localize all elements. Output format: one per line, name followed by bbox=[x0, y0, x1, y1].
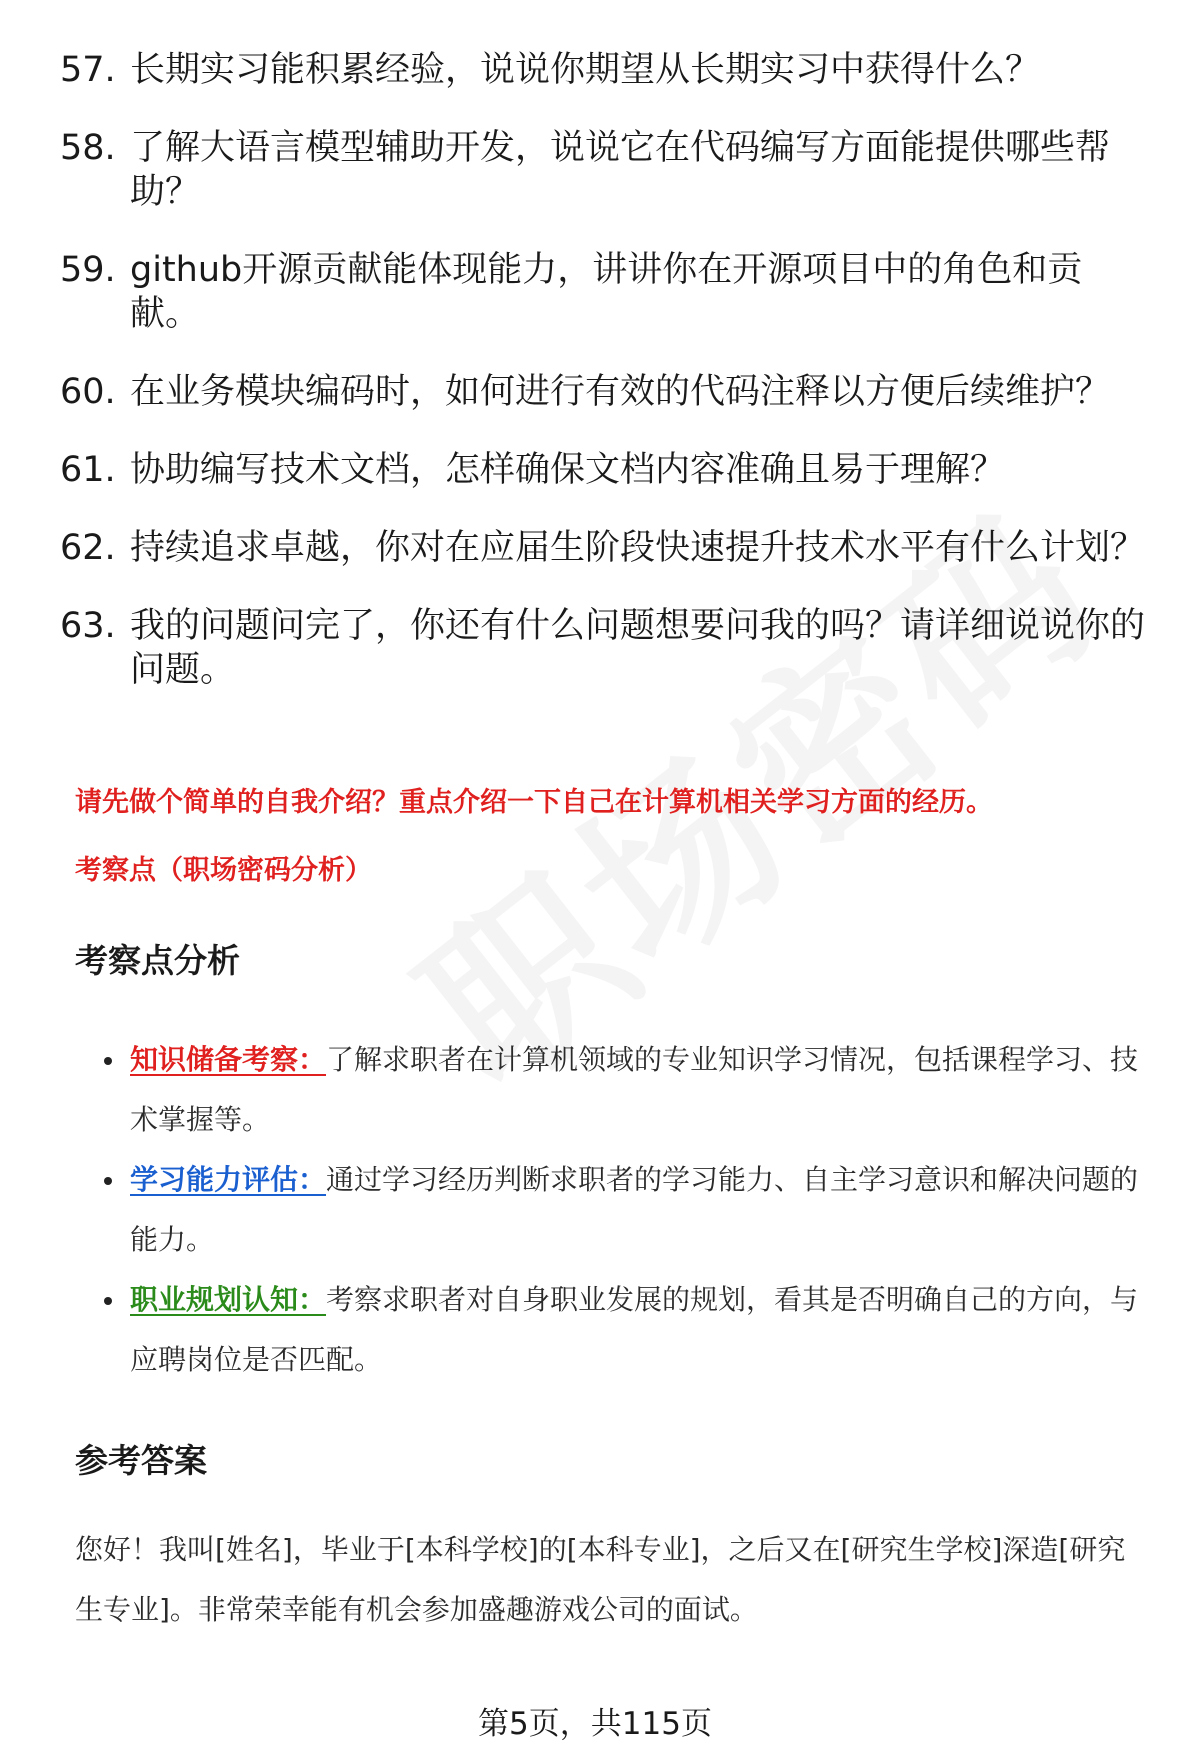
question-text: 了解大语言模型辅助开发，说说它在代码编写方面能提供哪些帮助？ bbox=[130, 128, 1111, 212]
question-item bbox=[60, 126, 1150, 214]
question-list bbox=[60, 48, 1150, 726]
question-number: 63. bbox=[60, 606, 116, 646]
answer-title: 参考答案 bbox=[75, 1441, 207, 1480]
question-text: 我的问题问完了，你还有什么问题想要问我的吗？请详细说说你的问题。 bbox=[130, 606, 1146, 690]
answer-text: 您好！我叫[姓名]，毕业于[本科学校]的[本科专业]，之后又在[研究生学校]深造[研究生专业]。非常荣幸能有机会参加盛趣游戏公司的面试。 bbox=[75, 1533, 1126, 1626]
question-number: 60. bbox=[60, 372, 116, 412]
analysis-item bbox=[100, 1030, 1160, 1150]
question-number: 58. bbox=[60, 128, 116, 168]
inspection-label: 考察点（职场密码分析） bbox=[75, 855, 372, 886]
page-footer: 第5页，共115页 bbox=[478, 1706, 712, 1742]
analysis-item bbox=[100, 1150, 1160, 1270]
question-number: 57. bbox=[60, 50, 116, 90]
question-number: 59. bbox=[60, 250, 116, 290]
question-item bbox=[60, 370, 1150, 414]
question-item bbox=[60, 526, 1150, 570]
question-item bbox=[60, 48, 1150, 92]
question-number: 62. bbox=[60, 528, 116, 568]
analysis-keyword: 职业规划认知： bbox=[130, 1283, 327, 1316]
analysis-keyword: 学习能力评估： bbox=[130, 1163, 327, 1196]
analysis-list bbox=[100, 1030, 1160, 1390]
analysis-keyword: 知识储备考察： bbox=[130, 1043, 327, 1076]
analysis-text: 考察求职者对自身职业发展的规划，看其是否明确自己的方向，与应聘岗位是否匹配。 bbox=[130, 1283, 1139, 1376]
question-item bbox=[60, 604, 1150, 692]
analysis-item bbox=[100, 1270, 1160, 1390]
question-text: github开源贡献能体现能力，讲讲你在开源项目中的角色和贡献。 bbox=[130, 250, 1083, 334]
question-item bbox=[60, 448, 1150, 492]
question-text: 长期实习能积累经验，说说你期望从长期实习中获得什么？ bbox=[130, 50, 1041, 90]
analysis-text: 通过学习经历判断求职者的学习能力、自主学习意识和解决问题的能力。 bbox=[130, 1163, 1139, 1256]
question-text: 协助编写技术文档，怎样确保文档内容准确且易于理解？ bbox=[130, 450, 1006, 490]
question-number: 61. bbox=[60, 450, 116, 490]
question-text: 在业务模块编码时，如何进行有效的代码注释以方便后续维护？ bbox=[130, 372, 1111, 412]
highlight-question: 请先做个简单的自我介绍？重点介绍一下自己在计算机相关学习方面的经历。 bbox=[75, 787, 993, 818]
analysis-text: 了解求职者在计算机领域的专业知识学习情况，包括课程学习、技术掌握等。 bbox=[130, 1043, 1139, 1136]
question-text: 持续追求卓越，你对在应届生阶段快速提升技术水平有什么计划？ bbox=[130, 528, 1146, 568]
analysis-title: 考察点分析 bbox=[75, 941, 240, 980]
question-item bbox=[60, 248, 1150, 336]
